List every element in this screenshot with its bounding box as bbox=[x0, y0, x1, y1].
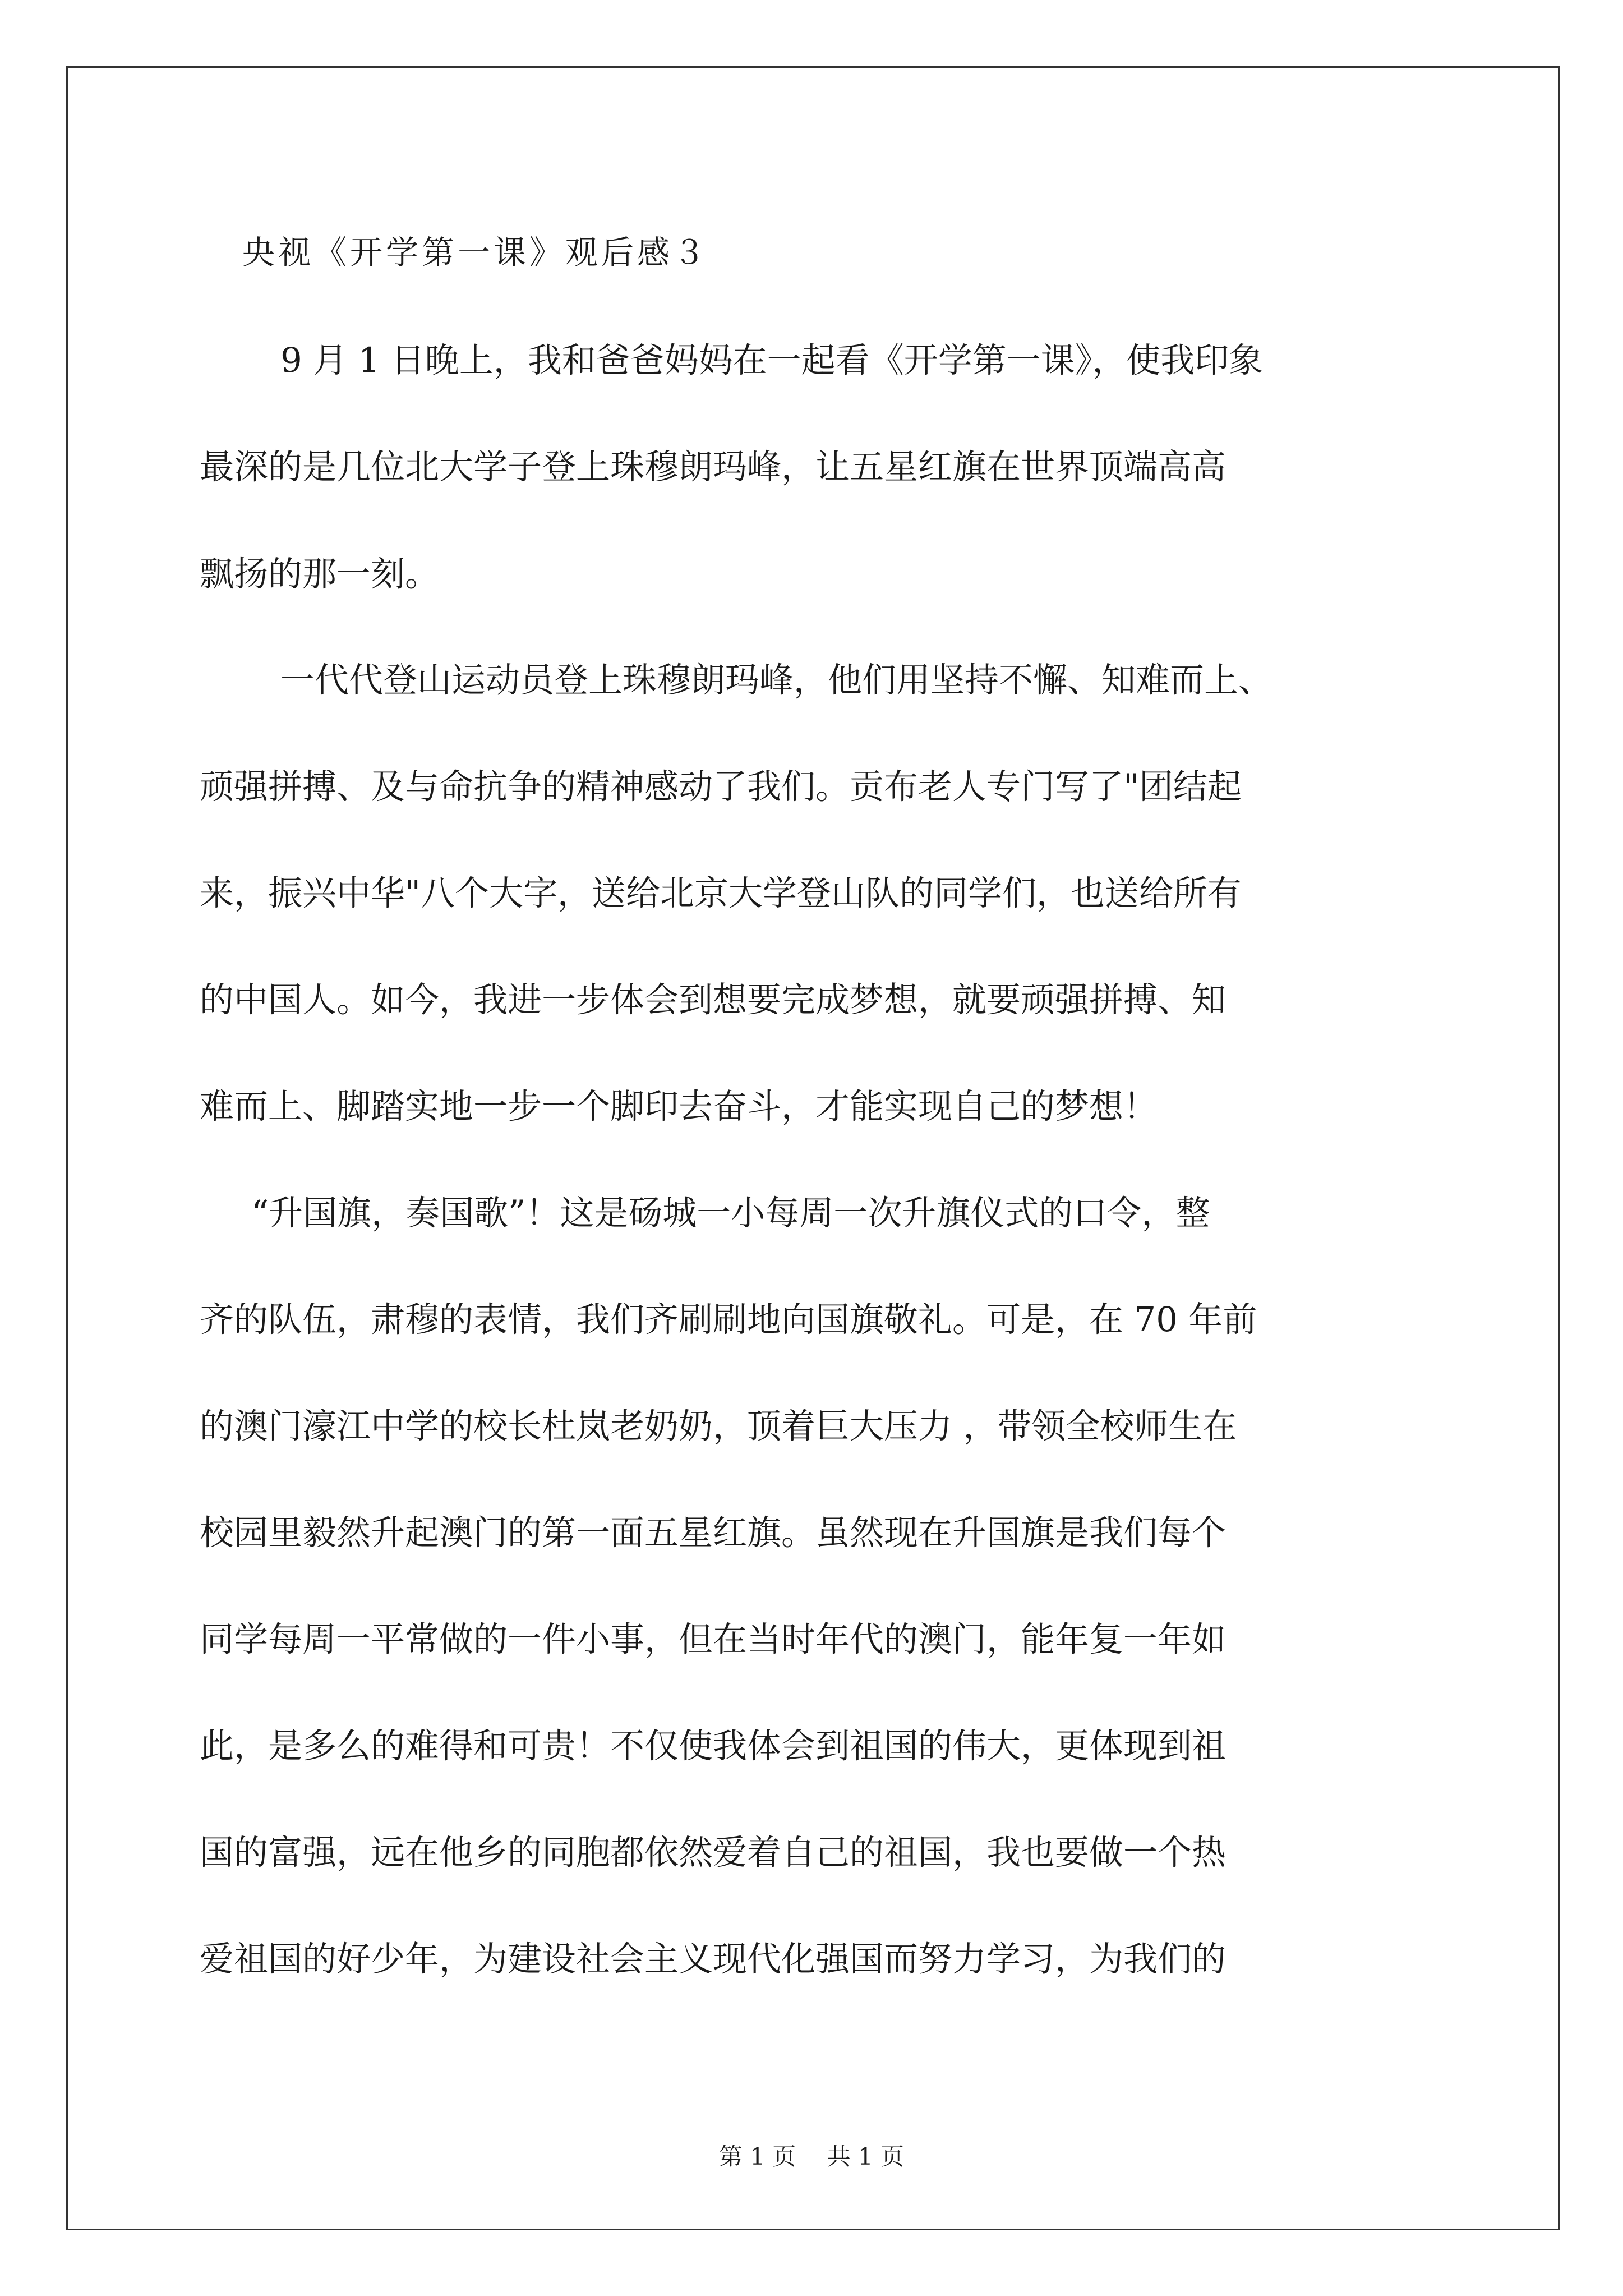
paragraph-line: 9 月 1 日晚上，我和爸爸妈妈在一起看《开学第一课》，使我印象 bbox=[280, 341, 1264, 380]
paragraph-line: 顽强拼搏、及与命抗争的精神感动了我们。贡布老人专门写了"团结起 bbox=[200, 767, 1242, 807]
paragraph-line: “升国旗，奏国歌”！这是砀城一小每周一次升旗仪式的口令，整 bbox=[251, 1193, 1210, 1233]
paragraph-line: 同学每周一平常做的一件小事，但在当时年代的澳门，能年复一年如 bbox=[200, 1619, 1227, 1659]
paragraph-line: 此，是多么的难得和可贵！不仅使我体会到祖国的伟大，更体现到祖 bbox=[200, 1726, 1227, 1766]
page-number-footer: 第 1 页 共 1 页 bbox=[718, 2143, 905, 2170]
paragraph-line: 最深的是几位北大学子登上珠穆朗玛峰，让五星红旗在世界顶端高高 bbox=[200, 447, 1227, 487]
paragraph-line: 的澳门濠江中学的校长杜岚老奶奶，顶着巨大压力 ，带领全校师生在 bbox=[200, 1406, 1237, 1446]
paragraph-line: 的中国人。如今，我进一步体会到想要完成梦想，就要顽强拼搏、知 bbox=[200, 980, 1227, 1020]
paragraph-line: 齐的队伍，肃穆的表情，我们齐刷刷地向国旗敬礼。可是，在 70 年前 bbox=[200, 1300, 1257, 1340]
paragraph-line: 校园里毅然升起澳门的第一面五星红旗。虽然现在升国旗是我们每个 bbox=[200, 1513, 1227, 1553]
paragraph-line: 来，振兴中华"八个大字，送给北京大学登山队的同学们，也送给所有 bbox=[200, 873, 1242, 913]
paragraph-line: 一代代登山运动员登上珠穆朗玛峰，他们用坚持不懈、知难而上、 bbox=[280, 660, 1273, 700]
document-title: 央视《开学第一课》观后感３ bbox=[242, 233, 709, 272]
page-border bbox=[66, 66, 1560, 2230]
paragraph-line: 国的富强，远在他乡的同胞都依然爱着自己的祖国，我也要做一个热 bbox=[200, 1833, 1227, 1872]
paragraph-line: 爱祖国的好少年，为建设社会主义现代化强国而努力学习，为我们的 bbox=[200, 1939, 1227, 1979]
paragraph-line: 难而上、脚踏实地一步一个脚印去奋斗，才能实现自己的梦想！ bbox=[200, 1087, 1158, 1126]
paragraph-line: 飘扬的那一刻。 bbox=[200, 554, 440, 594]
